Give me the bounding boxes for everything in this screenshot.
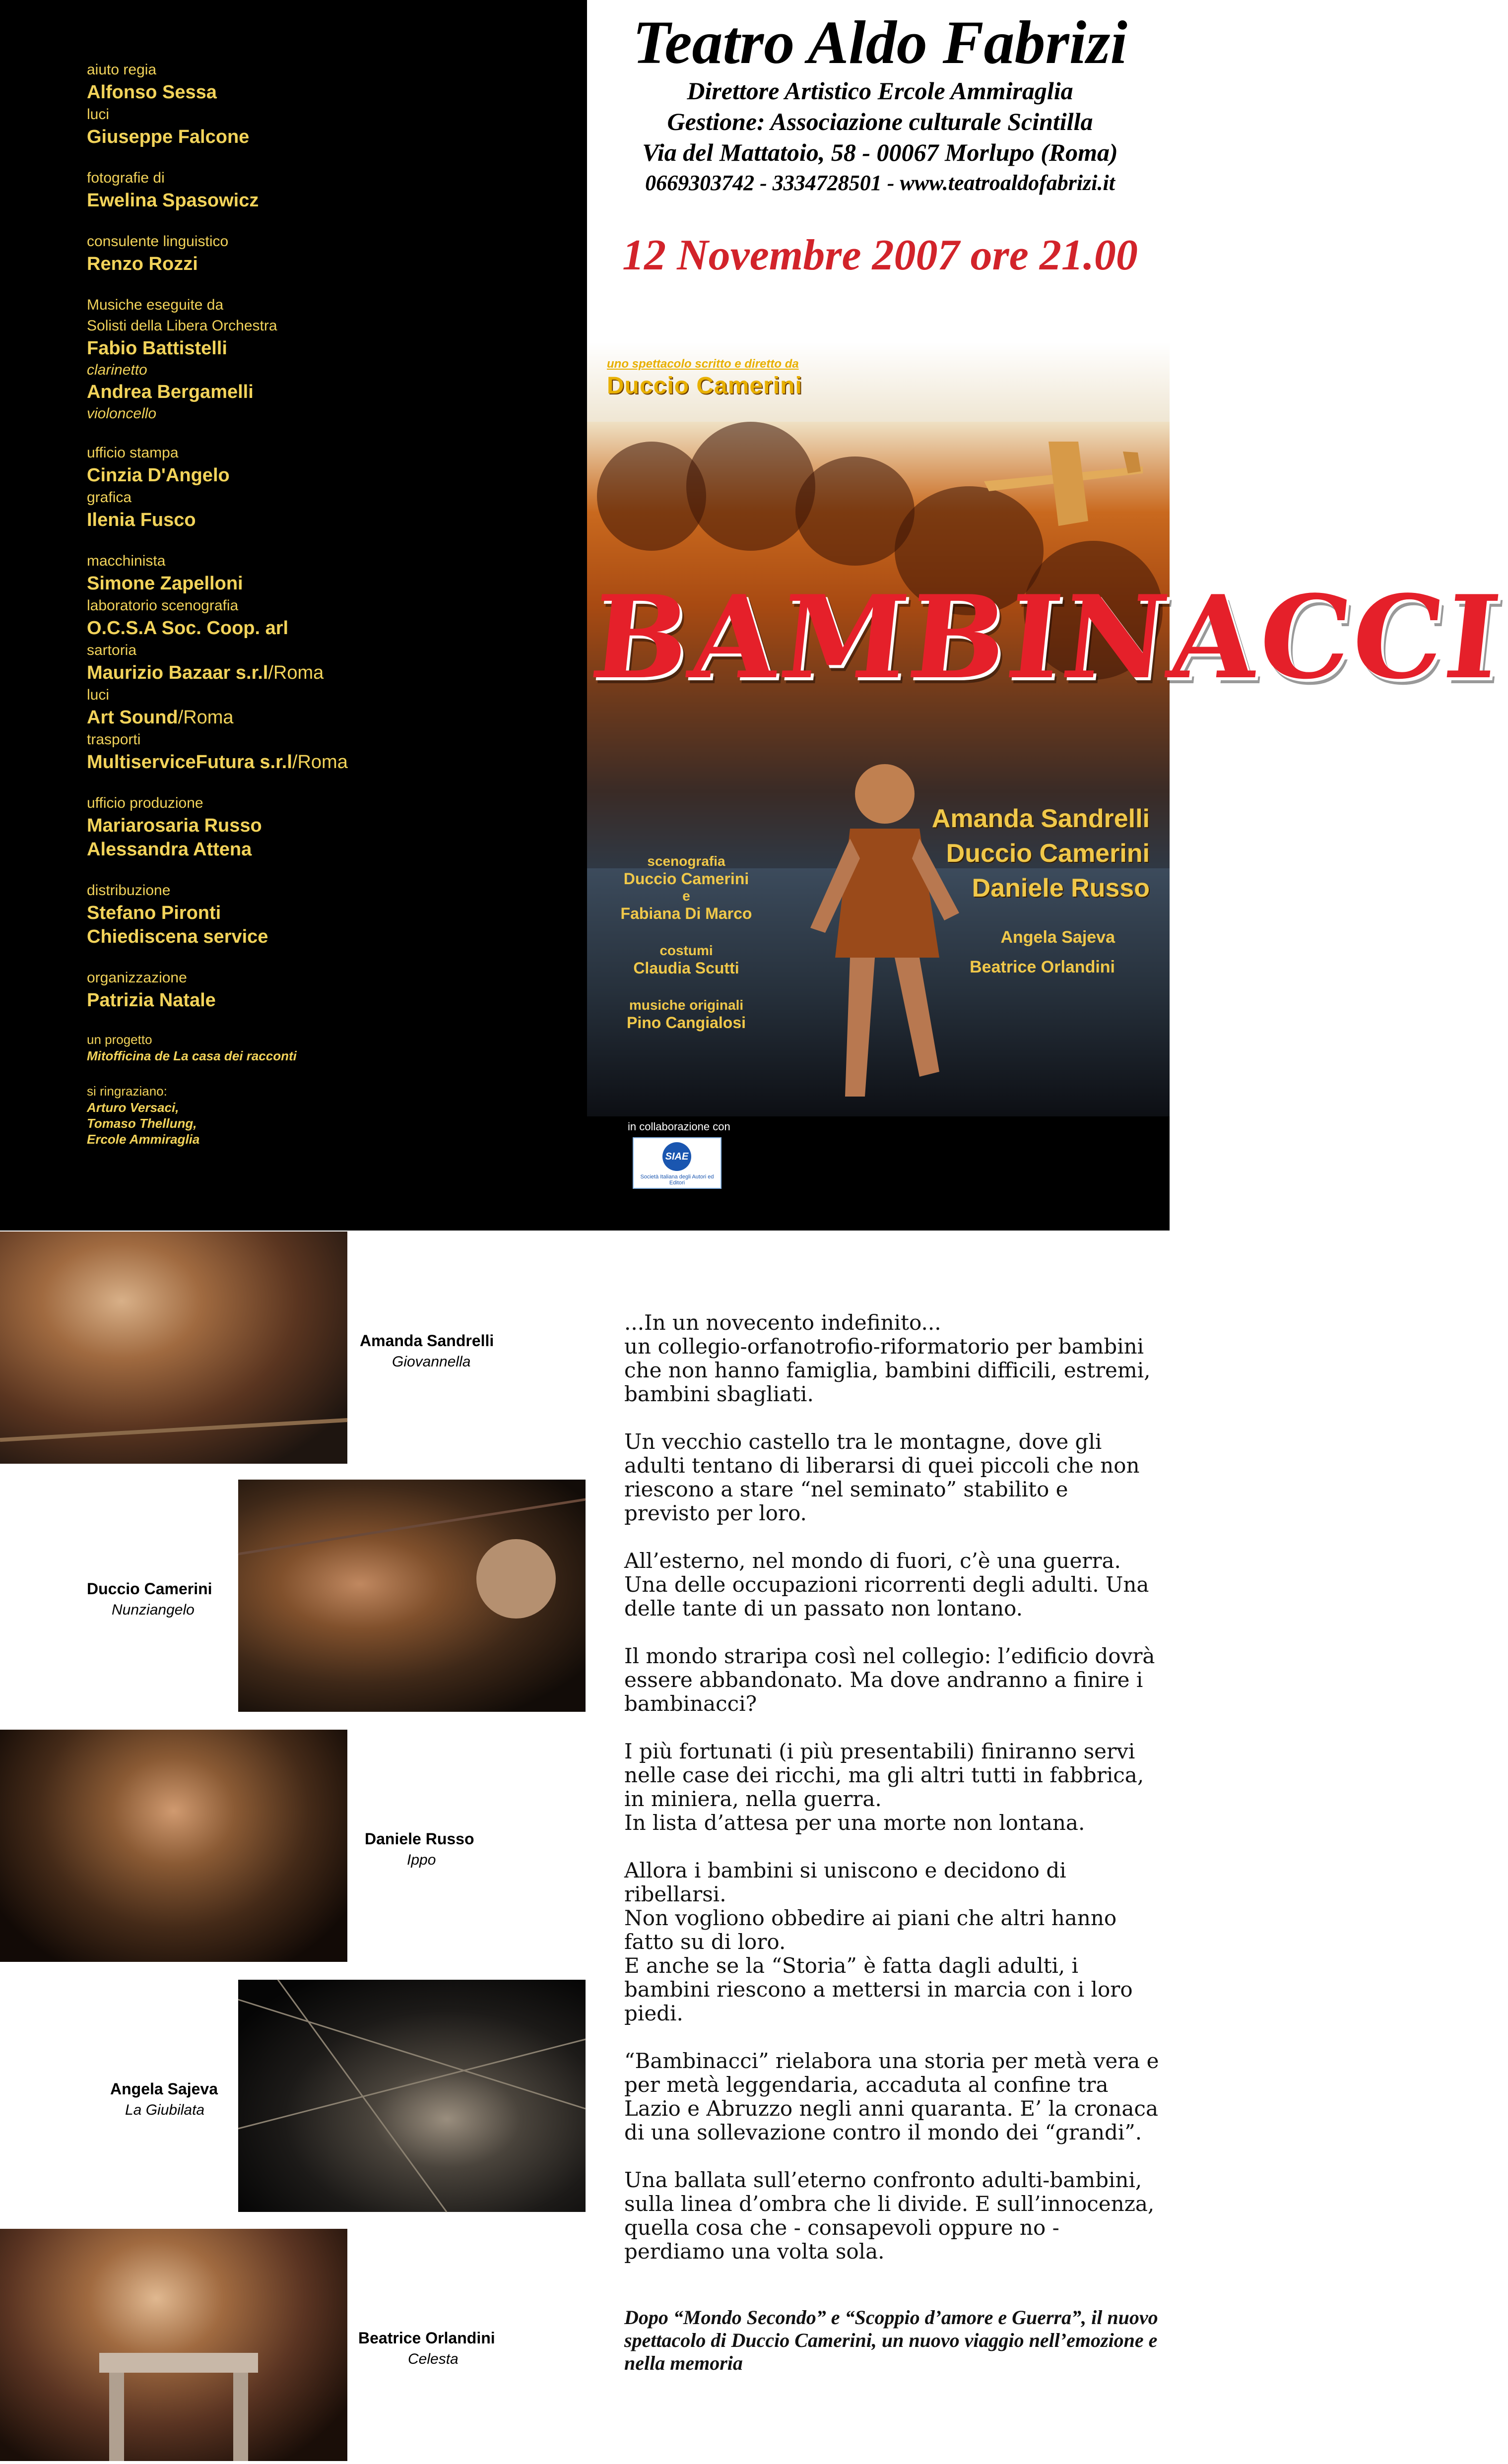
credit-name: Chiediscena service bbox=[87, 926, 268, 947]
credit-name: Andrea Bergamelli bbox=[87, 382, 254, 402]
synopsis bbox=[624, 1311, 1160, 2287]
cast-photo bbox=[238, 1980, 586, 2212]
cast-caption bbox=[365, 1828, 474, 1871]
actor-name: Angela Sajeva bbox=[110, 2080, 218, 2098]
credit-role: aiuto regia bbox=[87, 62, 157, 78]
credit-name: Patrizia Natale bbox=[87, 990, 216, 1011]
credit-role: ufficio stampa bbox=[87, 445, 179, 461]
cast-photo bbox=[238, 1480, 586, 1712]
credit-name-bold: Maurizio Bazaar s.r.l bbox=[87, 662, 268, 683]
credit-role: grafica bbox=[87, 489, 132, 506]
poster-cast-name: Daniele Russo bbox=[972, 874, 1150, 903]
credit-name bbox=[87, 750, 583, 774]
theatre-header bbox=[590, 10, 1170, 283]
credit-instrument: violoncello bbox=[87, 405, 157, 422]
cast-photo bbox=[0, 1232, 347, 1464]
credit-block bbox=[87, 443, 583, 532]
synopsis-paragraph: Una ballata sull’eterno confronto adulti-bambini, sulla linea d’ombra che li divide. E sull’innocenza, quella cosa che - consapevoli oppure no - perdiamo una volta sola. bbox=[624, 2168, 1155, 2264]
credit-block bbox=[87, 295, 583, 424]
theatre-name: Teatro Aldo Fabrizi bbox=[633, 8, 1127, 76]
collaboration-label: in collaborazione con bbox=[628, 1120, 730, 1133]
show-title: BAMBINACCI bbox=[585, 571, 1508, 705]
credit-name-bold: MultiserviceFutura s.r.l bbox=[87, 752, 292, 773]
credit-block bbox=[87, 168, 583, 212]
thanks-name: Ercole Ammiraglia bbox=[87, 1132, 200, 1147]
cast-caption bbox=[110, 2078, 218, 2121]
character-name: La Giubilata bbox=[125, 2102, 205, 2118]
production-role: scenografia bbox=[647, 853, 725, 869]
character-name: Giovannella bbox=[392, 1354, 471, 1370]
thanks-block bbox=[87, 1083, 583, 1147]
credit-name: Alfonso Sessa bbox=[87, 82, 217, 103]
rope-icon bbox=[238, 1980, 586, 2212]
project-name: Mitofficina de La casa dei racconti bbox=[87, 1048, 297, 1063]
credit-role: macchinista bbox=[87, 553, 166, 569]
cast-photo bbox=[0, 1730, 347, 1962]
credit-name: Stefano Pironti bbox=[87, 903, 221, 923]
production-credit bbox=[602, 997, 771, 1032]
production-role: costumi bbox=[659, 943, 713, 958]
cast-caption bbox=[87, 1578, 212, 1621]
poster-cast-minor: Angela Sajeva bbox=[1000, 928, 1115, 947]
credit-role: Musiche eseguite da bbox=[87, 297, 224, 313]
credit-city: /Roma bbox=[178, 707, 234, 728]
show-poster bbox=[585, 342, 1508, 1116]
credit-name: Ilenia Fusco bbox=[87, 510, 196, 530]
credit-role: luci bbox=[87, 106, 110, 123]
character-name: Nunziangelo bbox=[112, 1602, 195, 1618]
production-name: Duccio Camerini bbox=[623, 870, 749, 888]
poster-author-prefix: uno spettacolo scritto e diretto da bbox=[607, 357, 799, 371]
credit-block bbox=[87, 231, 583, 276]
production-role: musiche originali bbox=[629, 997, 744, 1013]
project-block bbox=[87, 1031, 583, 1064]
credit-name-bold: Art Sound bbox=[87, 707, 178, 728]
credit-name: Simone Zapelloni bbox=[87, 573, 243, 594]
credit-name bbox=[87, 661, 583, 685]
project-label: un progetto bbox=[87, 1032, 152, 1047]
credit-role: fotografie di bbox=[87, 170, 165, 186]
credit-role: laboratorio scenografia bbox=[87, 597, 239, 614]
credit-name bbox=[87, 706, 583, 729]
credit-block bbox=[87, 968, 583, 1012]
airplane-icon bbox=[974, 422, 1153, 551]
credit-role: trasporti bbox=[87, 731, 141, 748]
siae-logo-mark: SIAE bbox=[662, 1142, 691, 1171]
crowd-silhouette bbox=[686, 422, 815, 551]
credit-block bbox=[87, 60, 583, 149]
synopsis-paragraph: All’esterno, nel mondo di fuori, c’è una guerra. Una delle occupazioni ricorrenti degli adulti. Una delle tante di un passato non lontano. bbox=[624, 1549, 1149, 1621]
credit-role: Solisti della Libera Orchestra bbox=[87, 318, 277, 334]
production-credit bbox=[602, 853, 771, 923]
theatre-contacts: 0669303742 - 3334728501 - www.teatroaldofabrizi.it bbox=[645, 171, 1115, 195]
thanks-name: Arturo Versaci, bbox=[87, 1100, 179, 1115]
child-figure-icon bbox=[790, 749, 979, 1106]
production-name: Claudia Scutti bbox=[633, 959, 739, 977]
credit-name: Ewelina Spasowicz bbox=[87, 190, 259, 211]
synopsis-paragraph: Il mondo straripa così nel collegio: l’edificio dovrà essere abbandonato. Ma dove andranno a finire i bambinacci? bbox=[624, 1644, 1155, 1716]
poster-cast-name: Amanda Sandrelli bbox=[931, 804, 1150, 833]
synopsis-paragraph: ...In un novecento indefinito... un collegio-orfanotrofio-riformatorio per bambini che non hanno famiglia, bambini difficili, estremi, bambini sbagliati. bbox=[624, 1310, 1151, 1406]
theatre-address: Via del Mattatoio, 58 - 00067 Morlupo (Roma) bbox=[642, 138, 1118, 166]
thanks-name: Tomaso Thellung, bbox=[87, 1116, 197, 1131]
production-name: Fabiana Di Marco bbox=[620, 905, 752, 922]
closing-note: Dopo “Mondo Secondo” e “Scoppio d’amore e Guerra”, il nuovo spettacolo di Duccio Camerini, un nuovo viaggio nell’emozione e nella memoria bbox=[624, 2306, 1158, 2374]
credits-column bbox=[87, 60, 583, 1166]
siae-logo-caption: Società Italiana degli Autori ed Editori bbox=[640, 1174, 714, 1186]
synopsis-paragraph: Un vecchio castello tra le montagne, dove gli adulti tentano di liberarsi di quei piccoli che non riescono a stare “nel seminato” stabilito e previsto per loro. bbox=[624, 1429, 1140, 1525]
production-conjunction: e bbox=[682, 888, 690, 904]
production-credit bbox=[602, 943, 771, 977]
credit-city: /Roma bbox=[268, 662, 324, 683]
synopsis-paragraph: “Bambinacci” rielabora una storia per metà vera e per metà leggendaria, accaduta al confine tra Lazio e Abruzzo negli anni quaranta. E’ la cronaca di una sollevazione contro il mondo dei “grandi”. bbox=[624, 2049, 1159, 2144]
rope-icon bbox=[238, 1480, 586, 1712]
actor-name: Beatrice Orlandini bbox=[358, 2329, 495, 2347]
synopsis-paragraph: Allora i bambini si uniscono e decidono di ribellarsi. Non vogliono obbedire ai piani che altri hanno fatto su di loro. E anche se la “Storia” è fatta dagli adulti, i bambini riescono a mettersi in marcia con i loro piedi. bbox=[624, 1858, 1133, 2025]
poster-cast-name: Duccio Camerini bbox=[946, 839, 1150, 868]
credit-name: Cinzia D'Angelo bbox=[87, 465, 230, 486]
theatre-director: Direttore Artistico Ercole Ammiraglia bbox=[687, 77, 1073, 105]
siae-logo bbox=[633, 1137, 721, 1189]
poster-author: Duccio Camerini bbox=[607, 373, 802, 399]
actor-name: Amanda Sandrelli bbox=[360, 1332, 494, 1350]
thanks-label: si ringraziano: bbox=[87, 1084, 167, 1099]
credit-role: organizzazione bbox=[87, 970, 187, 986]
credit-role: ufficio produzione bbox=[87, 795, 203, 811]
credit-block bbox=[87, 793, 583, 861]
production-name: Pino Cangialosi bbox=[626, 1014, 746, 1032]
chair-icon bbox=[0, 2229, 347, 2461]
event-date: 12 Novembre 2007 ore 21.00 bbox=[622, 231, 1138, 279]
cast-caption bbox=[360, 1330, 494, 1372]
credit-name: Mariarosaria Russo bbox=[87, 815, 262, 836]
credit-role: luci bbox=[87, 687, 110, 703]
character-name: Celesta bbox=[408, 2351, 459, 2367]
credit-name: O.C.S.A Soc. Coop. arl bbox=[87, 618, 289, 639]
credit-name: Fabio Battistelli bbox=[87, 338, 227, 359]
credit-role: distribuzione bbox=[87, 882, 171, 899]
credit-name: Renzo Rozzi bbox=[87, 254, 198, 274]
character-name: Ippo bbox=[407, 1852, 436, 1868]
theatre-management: Gestione: Associazione culturale Scintilla bbox=[667, 108, 1093, 135]
cast-photo bbox=[0, 2229, 347, 2461]
cast-caption bbox=[358, 2327, 495, 2370]
rope-icon bbox=[0, 1232, 347, 1464]
credit-role: sartoria bbox=[87, 642, 137, 658]
credit-block bbox=[87, 551, 583, 774]
credit-block bbox=[87, 880, 583, 949]
synopsis-paragraph: I più fortunati (i più presentabili) finiranno servi nelle case dei ricchi, ma gli altri tutti in fabbrica, in miniera, nella guerra. In lista d’attesa per una morte non lontana. bbox=[624, 1739, 1144, 1835]
poster-cast-minor: Beatrice Orlandini bbox=[970, 958, 1115, 976]
credit-role: consulente linguistico bbox=[87, 233, 229, 250]
actor-name: Daniele Russo bbox=[365, 1830, 474, 1848]
credit-instrument: clarinetto bbox=[87, 362, 147, 378]
credit-city: /Roma bbox=[292, 752, 348, 773]
credit-name: Alessandra Attena bbox=[87, 839, 252, 860]
actor-name: Duccio Camerini bbox=[87, 1580, 212, 1598]
credit-name: Giuseppe Falcone bbox=[87, 127, 250, 147]
